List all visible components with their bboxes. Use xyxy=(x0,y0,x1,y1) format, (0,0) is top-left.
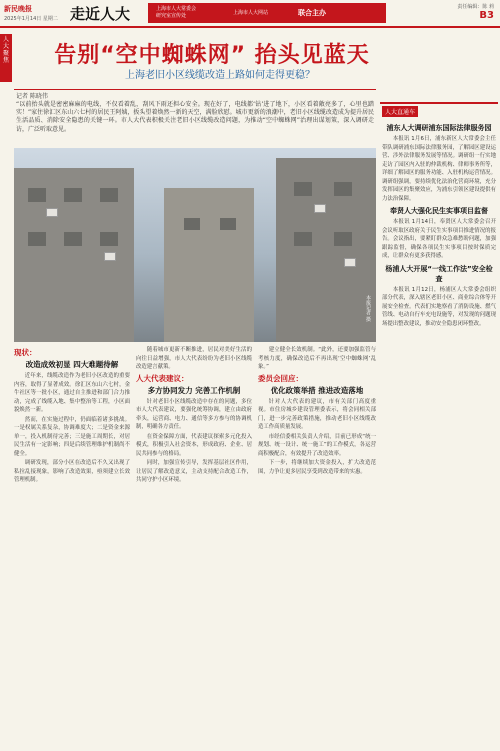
section-subheading: 多方协同发力 完善工作机制 xyxy=(147,385,241,395)
sidebar-label: 人大直通车 xyxy=(382,106,418,117)
window xyxy=(334,182,352,196)
window xyxy=(294,182,312,196)
brief-title: 杨浦人大开展“一线工作法”安全检查 xyxy=(385,264,493,283)
brief-title: 浦东人大调研浦东国际法律服务园 xyxy=(386,124,492,132)
page-header xyxy=(0,0,500,28)
headline: 告别“空中蜘蛛网” 抬头见蓝天 xyxy=(54,43,370,68)
lead-paragraph: “以前抬头就是密密麻麻的电线，不仅看着乱，刮风下雨还担心安全。现在好了，电线都‘钻’进了地下，小区看着敞亮多了，心里也踏实！”家住徐汇区东山六七村的居民王阿姨，扳头望着焕然一新的天空，满脸欣慰。城市更新的浪潮中，老旧小区线缆改造成为提升居民生活品质、消除安全隐患的关键一环。市人大代表积极关注老旧小区线缆改造问题，为推动“空中蜘蛛网”治理出谋划策，深入调研走访，广泛听取意见。 xyxy=(16,101,374,133)
promo-line2: 研究室宣传处 xyxy=(156,13,187,19)
air-conditioner-unit xyxy=(46,208,58,217)
building-right xyxy=(276,158,376,342)
article-column-3 xyxy=(258,346,376,477)
article-column-2 xyxy=(136,346,252,486)
issue-date: 2025年1月14日 星期二 xyxy=(4,16,58,22)
paragraph: 调研发现，部分小区在改造后不久又出现了私拉乱接现象，影响了改造效果，亟须建立长效管理机制。 xyxy=(14,460,130,483)
sidebar-header xyxy=(380,102,498,118)
air-conditioner-unit xyxy=(314,204,326,213)
page-number: B3 xyxy=(479,10,494,21)
side-tag: 人大聚焦 xyxy=(2,36,9,64)
paragraph: 建立健全长效机制。“此外，还要加强监管与考核力度，确保改造后不再出现‘空中蜘蛛网’乱象。” xyxy=(258,347,376,370)
section-heading: 现状： xyxy=(14,348,37,357)
paragraph: 随着城市更新不断推进，居民对美好生活的向往日益增强，市人大代表纷纷为老旧小区线缆改造建言献策。 xyxy=(136,347,252,370)
window xyxy=(28,232,46,246)
byline: 记者 陈晓伟 xyxy=(16,93,48,100)
section-heading: 委员会回应： xyxy=(258,373,303,383)
section-subheading: 改造成效初显 四大难题待解 xyxy=(25,360,119,369)
brief-body: 本报讯 1月14日，奉贤区人大常委会召开会议听取区政府关于民生实事项目推进情况的报告。会议指出，要紧盯群众急难愁盼问题，加强跟踪监督，确保各项民生实事项目按时保质完成，让群众有更多获得感。 xyxy=(382,219,496,259)
promo-line3: 上海市人大网站 xyxy=(233,10,269,16)
brief-body: 本报讯 1月6日，浦东新区人大常委会主任带队调研浦东国际法律服务园，了解园区建设运营、涉外法律服务发展等情况。调研组一行实地走访了园区内入驻的仲裁机构、律师事务所等，详细了解园区的服务功能、入驻机构运营情况。调研组强调，要持续优化法治化营商环境，充分发挥园区的集聚效应，为浦东引领区建设提供有力法治保障。 xyxy=(382,136,496,202)
window xyxy=(294,232,312,246)
brief-title: 奉贤人大强化民生实事项目监督 xyxy=(390,207,488,215)
window xyxy=(64,188,82,202)
sidebar-news xyxy=(382,120,496,329)
air-conditioner-unit xyxy=(344,258,356,267)
paragraph: 在资金保障方面，代表建议探索多元化投入模式，积极引入社会资本，形成政府、企业、居民共同参与的格局。 xyxy=(136,433,252,457)
paragraph: 然而，在实施过程中，仍面临着诸多挑战。一是权属关系复杂，协调难度大；二是资金来源单一，投入机制待完善；三是施工周期长，对居民生活有一定影响；四是后续管理维护机制尚不健全。 xyxy=(14,416,130,457)
building-center xyxy=(164,188,254,342)
section-subheading: 优化政策举措 推进改造落地 xyxy=(270,385,364,395)
paragraph: 针对人大代表的建议，市有关部门高度重视。市住房城乡建设管理委表示，将会同相关部门，进一步完善政策措施，推动老旧小区线缆改造工作高质量发展。 xyxy=(258,398,376,430)
promo-line1: 上海市人大常委会 xyxy=(156,6,197,12)
window xyxy=(100,188,118,202)
subheadline: 上海老旧小区线缆改造上路如何走得更稳？ xyxy=(125,70,315,81)
paragraph: 下一步，将继续加大资金投入，扩大改造范围，力争让更多居民享受到改造带来的实惠。 xyxy=(258,460,376,475)
paragraph: 市经信委相关负责人介绍，目前已形成“统一规划、统一设计、统一施工”的工作模式，各运营商积极配合，有效提升了改造效率。 xyxy=(258,433,376,457)
window xyxy=(100,232,118,246)
window xyxy=(184,218,200,230)
promo-slogan: 联合主办 xyxy=(298,9,326,17)
editor-credit: 责任编辑：陈 莉 xyxy=(457,4,494,10)
article-column-1 xyxy=(14,346,130,486)
section-name: 走近人大 xyxy=(70,5,131,23)
window xyxy=(220,218,236,230)
paragraph: 近年来，线缆改造作为老旧小区改造的重要内容，取得了显著成效。徐汇区东山六七村，金牛社区等一批小区，通过自主推进和部门合力推动，完成了线缆入地、集中整治等工程，小区面貌焕然一新。 xyxy=(14,373,130,413)
paragraph: 同时，加强宣传引导，发挥基层社区作用，让居民了解改造意义，主动支持配合改造工作，共同守护小区环境。 xyxy=(136,460,252,483)
window xyxy=(64,232,82,246)
section-heading: 人大代表建议： xyxy=(136,373,189,383)
paragraph: 针对老旧小区线缆改造中存在的问题，多位市人大代表建议，要强化统筹协调，建立由政府牵头，运营商、电力、通信等多方参与的协调机制，明确各方责任。 xyxy=(136,398,252,430)
window xyxy=(334,232,352,246)
brief-body: 本报讯 1月12日，杨浦区人大常委会组织部分代表，深入辖区老旧小区、商业综合体等开展安全检查。代表们实地察看了消防设施、燃气管线、电动自行车充电设施等，对发现的问题现场提出整改建议，推动安全隐患闭环整改。 xyxy=(382,286,496,327)
photo-credit: 本报记者 摄 xyxy=(365,295,371,322)
news-photo xyxy=(14,148,376,342)
co-organizer-banner xyxy=(148,3,386,23)
window xyxy=(28,188,46,202)
air-conditioner-unit xyxy=(104,252,116,261)
divider xyxy=(14,89,376,90)
newspaper-logo: 新民晚报 xyxy=(4,4,32,13)
